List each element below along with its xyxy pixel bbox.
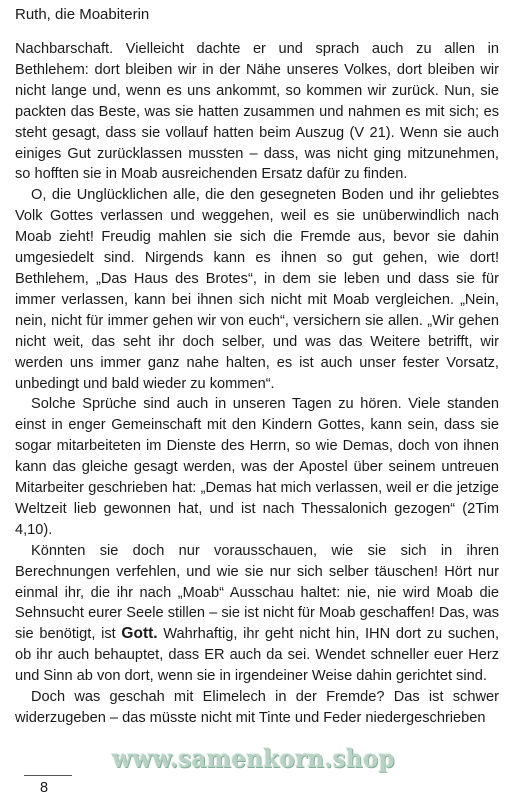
main-text [15, 39, 499, 729]
watermark: www.samenkorn.shop [112, 744, 395, 773]
page-number: 8 [40, 780, 49, 796]
running-title: Ruth, die Moabiterin [15, 6, 150, 23]
paragraph-2: O, die Unglücklichen alle, die den gesegneten Boden und ihr geliebtes Volk Gottes verlassen und weggehen, weil es sie unüberwindlich nach Moab zieht! Freudig mahlen sie sich die Fremde aus, bevor sie dahin umgesiedelt sind. Nirgends kann es ihnen so gut gehen, wie dort! Bethlehem, „Das Haus des Brotes“, in dem sie leben und dass sie für immer verlassen, kann bei ihnen sich nicht mit Moab vergleichen. „Nein, nein, nicht für immer gehen wir von euch“, versichern sie allen. „Wir gehen nicht weit, das seht ihr doch selber, und was das Weitere betrifft, wir werden uns immer ganz nahe halten, es ist auch unser fester Vorsatz, unbedingt und bald wieder zu kommen“. [15, 187, 499, 392]
footer-divider [24, 775, 72, 776]
paragraph-4 [15, 541, 499, 687]
paragraph-1: Nachbarschaft. Vielleicht dachte er und sprach auch zu allen in Bethlehem: dort bleiben wir in der Nähe unseres Volkes, dort bleiben wir nicht lange und, wenn es uns ankommt, so kommen wir zurück. Nun, sie packten das Beste, was sie hatten zusammen und nahmen es mit sich; es steht gesagt, dass sie vollauf hatten beim Auszug (V 21). Wenn sie auch einiges Gut zurücklassen mussten – dass, was nicht ging mitzunehmen, so hofften sie in Moab ausreichenden Ersatz dafür zu finden. [15, 41, 499, 183]
paragraph-3: Solche Sprüche sind auch in unseren Tagen zu hören. Viele standen einst in enger Gemeinschaft mit den Kindern Gottes, kann sein, dass sie sogar mitarbeiteten im Dienste des Herrn, so wie Demas, doch von ihnen kann das gleiche gesagt werden, was der Apostel über seinem untreuen Mitarbeiter geschrieben hat: „Demas hat mich verlassen, weil er die jetzige Weltzeit lieb gewonnen hat, und ist nach Thessalonich gezogen“ (2Tim 4,10). [15, 396, 499, 538]
paragraph-5: Doch was geschah mit Elimelech in der Fremde? Das ist schwer widerzugeben – das müsste nicht mit Tinte und Feder niedergeschrieben [15, 689, 499, 726]
bold-word-gott: Gott. [121, 625, 158, 643]
paragraph-4-part-1: Könnten sie doch nur vorausschauen, wie sie sich in ihren Berechnungen verfehlen, und wie sie nur sich selber täuschen! Hört nur einmal ihr, die ihr nach „Moab“ Ausschau haltet: nie, nie wird Moab die Sehnsucht eurer Seele stillen – sie ist nicht für Moab geschaffen! Das, was sie benötigt, ist [15, 542, 499, 643]
paragraph-4-part-2: Wahrhaftig, ihr geht nicht hin, IHN dort zu suchen, ob ihr auch behauptet, dass ER auch da sei. Wendet schneller euer Herz und Sinn ab von dort, wenn sie in irgendeiner Weise dahin gerichtet sind. [15, 626, 499, 685]
